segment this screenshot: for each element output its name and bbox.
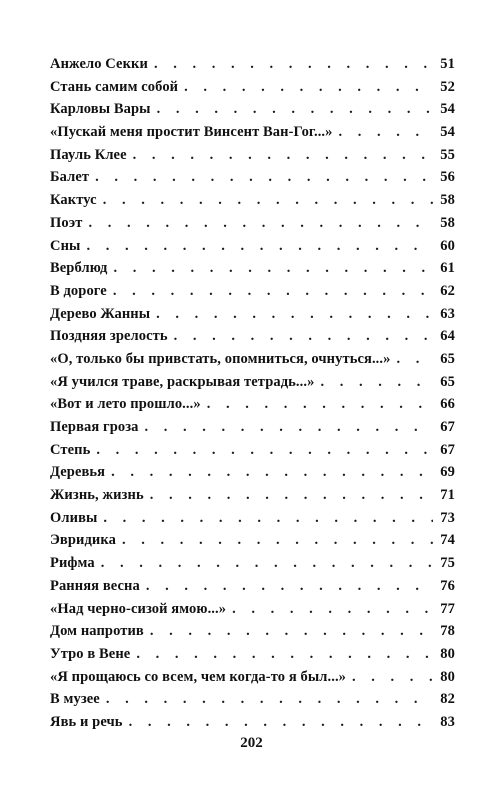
dot-leader: [101, 555, 433, 572]
dot-leader: [320, 374, 433, 391]
toc-entry-page: 74: [440, 532, 455, 549]
dot-leader: [145, 419, 433, 436]
dot-leader: [146, 578, 433, 595]
toc-entry: [50, 351, 455, 374]
toc-entry-page: 52: [440, 78, 455, 95]
dot-leader: [154, 56, 433, 73]
toc-entry-title: Верблюд: [50, 260, 108, 277]
toc-entry-page: 78: [440, 623, 455, 640]
toc-entry: [50, 419, 455, 442]
toc-entry-page: 83: [440, 713, 455, 730]
toc-entry-title: Балет: [50, 169, 90, 186]
dot-leader: [133, 147, 433, 164]
toc-entry-title: Анжело Секки: [50, 56, 148, 72]
toc-entry: [50, 623, 455, 646]
dot-leader: [96, 442, 433, 459]
dot-leader: [103, 510, 433, 527]
toc-entry-page: 75: [440, 555, 455, 572]
toc-entry-page: 71: [440, 487, 455, 504]
toc-entry-title: Кактус: [50, 192, 97, 209]
toc-entry-title: Рифма: [50, 555, 95, 572]
dot-leader: [106, 691, 433, 708]
dot-leader: [95, 169, 433, 186]
dot-leader: [103, 192, 433, 209]
toc-entry: [50, 215, 455, 238]
toc-entry-title: «О, только бы привстать, опомниться, очнуться...»: [50, 350, 391, 367]
toc-entry-page: 55: [440, 146, 455, 163]
toc-entry-title: Деревья: [50, 464, 106, 481]
toc-entry-page: 73: [440, 509, 455, 526]
toc-entry: [50, 555, 455, 578]
toc-entry-title: «Я учился траве, раскрывая тетрадь...»: [50, 373, 315, 390]
toc-entry-page: 80: [440, 645, 455, 662]
toc-entry: [50, 442, 455, 465]
toc-entry-page: 82: [440, 691, 455, 708]
toc-entry-title: Первая гроза: [50, 419, 139, 435]
toc-entry: [50, 238, 455, 261]
table-of-contents: [50, 56, 455, 737]
toc-entry-title: Степь: [50, 441, 91, 458]
toc-entry: [50, 396, 455, 419]
toc-entry: [50, 306, 455, 329]
toc-entry-title: Поздняя зрелость: [50, 328, 168, 345]
toc-entry-title: Утро в Вене: [50, 645, 131, 662]
toc-entry-page: 61: [440, 260, 455, 277]
toc-entry-page: 63: [440, 305, 455, 322]
toc-entry-page: 58: [440, 192, 455, 209]
toc-entry-page: 67: [440, 419, 455, 435]
toc-entry-title: Пауль Клее: [50, 146, 127, 163]
toc-entry: [50, 669, 455, 692]
toc-entry-title: Явь и речь: [50, 713, 123, 730]
toc-entry-title: «Я прощаюсь со всем, чем когда-то я был...»: [50, 668, 347, 685]
toc-entry-title: Ранняя весна: [50, 577, 140, 594]
dot-leader: [156, 306, 433, 323]
dot-leader: [111, 464, 433, 481]
toc-entry-page: 65: [440, 350, 455, 367]
dot-leader: [232, 601, 433, 618]
toc-entry: [50, 192, 455, 215]
toc-entry-page: 60: [440, 237, 455, 254]
toc-entry-title: Поэт: [50, 214, 83, 231]
toc-entry: [50, 578, 455, 601]
toc-entry-page: 77: [440, 600, 455, 617]
toc-entry: [50, 101, 455, 124]
dot-leader: [352, 669, 433, 686]
dot-leader: [86, 238, 433, 255]
toc-entry-page: 67: [440, 441, 455, 458]
toc-entry-title: Жизнь, жизнь: [50, 487, 144, 504]
toc-entry: [50, 283, 455, 306]
toc-entry-title: Эвридика: [50, 532, 116, 549]
dot-leader: [150, 623, 433, 640]
dot-leader: [113, 260, 433, 277]
dot-leader: [184, 79, 433, 96]
toc-entry-title: Карловы Вары: [50, 101, 151, 118]
dot-leader: [136, 646, 433, 663]
page-number: 202: [240, 735, 263, 751]
toc-entry-title: В музее: [50, 691, 100, 708]
dot-leader: [129, 714, 433, 731]
toc-entry: [50, 56, 455, 79]
toc-entry: [50, 260, 455, 283]
toc-entry: [50, 691, 455, 714]
toc-entry-page: 80: [440, 668, 455, 685]
toc-entry-page: 54: [440, 101, 455, 118]
toc-entry-title: Сны: [50, 237, 81, 254]
dot-leader: [122, 532, 433, 549]
toc-entry-title: Дерево Жанны: [50, 305, 151, 322]
dot-leader: [113, 283, 433, 300]
toc-entry-page: 76: [440, 577, 455, 594]
toc-entry: [50, 328, 455, 351]
dot-leader: [89, 215, 434, 232]
dot-leader: [174, 328, 433, 345]
toc-entry-title: «Вот и лето прошло...»: [50, 396, 201, 413]
toc-entry: [50, 601, 455, 624]
toc-entry-page: 64: [440, 328, 455, 345]
dot-leader: [396, 351, 433, 368]
toc-entry: [50, 510, 455, 533]
toc-entry: [50, 464, 455, 487]
toc-entry-title: Стань самим собой: [50, 78, 179, 95]
dot-leader: [157, 101, 433, 118]
toc-entry-page: 51: [440, 56, 455, 72]
toc-entry: [50, 714, 455, 737]
toc-entry-page: 54: [440, 124, 455, 141]
toc-entry-page: 58: [440, 214, 455, 231]
toc-entry-page: 69: [440, 464, 455, 481]
dot-leader: [207, 396, 433, 413]
toc-entry: [50, 124, 455, 147]
toc-entry: [50, 374, 455, 397]
toc-entry: [50, 487, 455, 510]
toc-entry-title: Оливы: [50, 509, 98, 526]
dot-leader: [150, 487, 433, 504]
toc-entry: [50, 532, 455, 555]
toc-entry-page: 66: [440, 396, 455, 413]
toc-entry: [50, 646, 455, 669]
toc-entry-page: 62: [440, 282, 455, 299]
toc-entry-page: 65: [440, 373, 455, 390]
toc-entry-title: В дороге: [50, 282, 107, 299]
toc-entry-title: Дом напротив: [50, 623, 144, 640]
toc-entry-title: «Пускай меня простит Винсент Ван-Гог...»: [50, 124, 333, 141]
dot-leader: [339, 124, 433, 141]
toc-entry: [50, 147, 455, 170]
toc-entry: [50, 169, 455, 192]
toc-entry: [50, 79, 455, 102]
toc-entry-page: 56: [440, 169, 455, 186]
toc-entry-title: «Над черно-сизой ямою...»: [50, 600, 227, 617]
